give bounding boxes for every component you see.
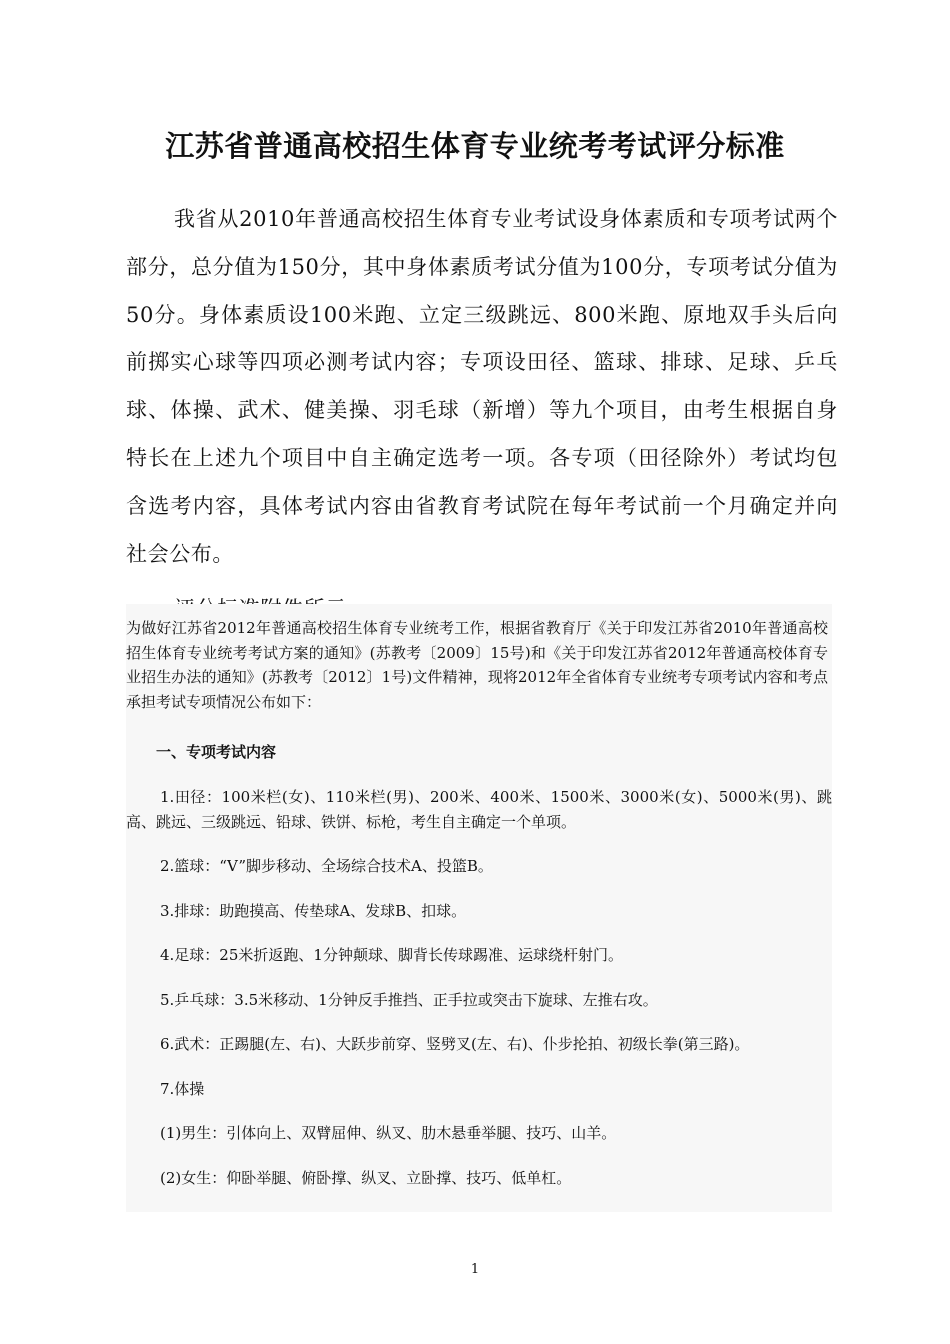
list-item-table-tennis: 5.乒乓球：3.5米移动、1分钟反手推挡、正手拉或突击下旋球、左推右攻。 <box>160 990 658 1009</box>
list-item-martial-arts: 6.武术：正踢腿(左、右)、大跃步前穿、竖劈叉(左、右)、仆步抡拍、初级长拳(第三路)。 <box>160 1035 750 1053</box>
list-item-athletics: 1.田径：100米栏(女)、110米栏(男)、200米、400米、1500米、3000米(女)、5000米(男)、跳高、跳远、三级跳远、铅球、铁饼、标枪，考生自主确定一个单项。 <box>126 788 832 831</box>
intro-paragraph: 我省从2010年普通高校招生体育专业考试设身体素质和专项考试两个部分，总分值为150分，其中身体素质考试分值为100分，专项考试分值为50分。身体素质设100米跑、立定三级跳远、800米跑、原地双手头后向前掷实心球等四项必测考试内容；专项设田径、篮球、排球、足球、乒乓球、体操、武术、健美操、羽毛球（新增）等九个项目，由考生根据自身特长在上述九个项目中自主确定选考一项。各专项（田径除外）考试均包含选考内容，具体考试内容由省教育考试院在每年考试前一个月确定并向社会公布。 <box>126 207 838 566</box>
page-number: 1 <box>470 1262 480 1277</box>
section-heading: 一、专项考试内容 <box>156 743 277 761</box>
list-item-gymnastics-female: (2)女生：仰卧举腿、俯卧撑、纵叉、立卧撑、技巧、低单杠。 <box>160 1168 572 1187</box>
intro-section <box>126 196 838 634</box>
list-item-football: 4.足球：25米折返跑、1分钟颠球、脚背长传球踢准、运球绕杆射门。 <box>160 946 623 964</box>
list-item-volleyball: 3.排球：助跑摸高、传垫球A、发球B、扣球。 <box>160 901 467 920</box>
list-item-gymnastics-male: (1)男生：引体向上、双臂屈伸、纵叉、肋木悬垂举腿、技巧、山羊。 <box>160 1124 617 1142</box>
notice-block <box>126 604 832 1212</box>
list-item-basketball: 2.篮球：“V”脚步移动、全场综合技术A、投篮B。 <box>160 857 493 875</box>
list-item-gymnastics: 7.体操 <box>160 1079 205 1098</box>
document-title: 江苏省普通高校招生体育专业统考考试评分标准 <box>165 129 785 163</box>
notice-lead: 为做好江苏省2012年普通高校招生体育专业统考工作，根据省教育厅《关于印发江苏省2010年普通高校招生体育专业统考考试方案的通知》(苏教考〔2009〕15号)和《关于印发江苏省2012年普通高校体育专业招生办法的通知》(苏教考〔2012〕1号)文件精神，现将2012年全省体育专业统考专项考试内容和考点承担考试专项情况公布如下： <box>126 619 828 711</box>
